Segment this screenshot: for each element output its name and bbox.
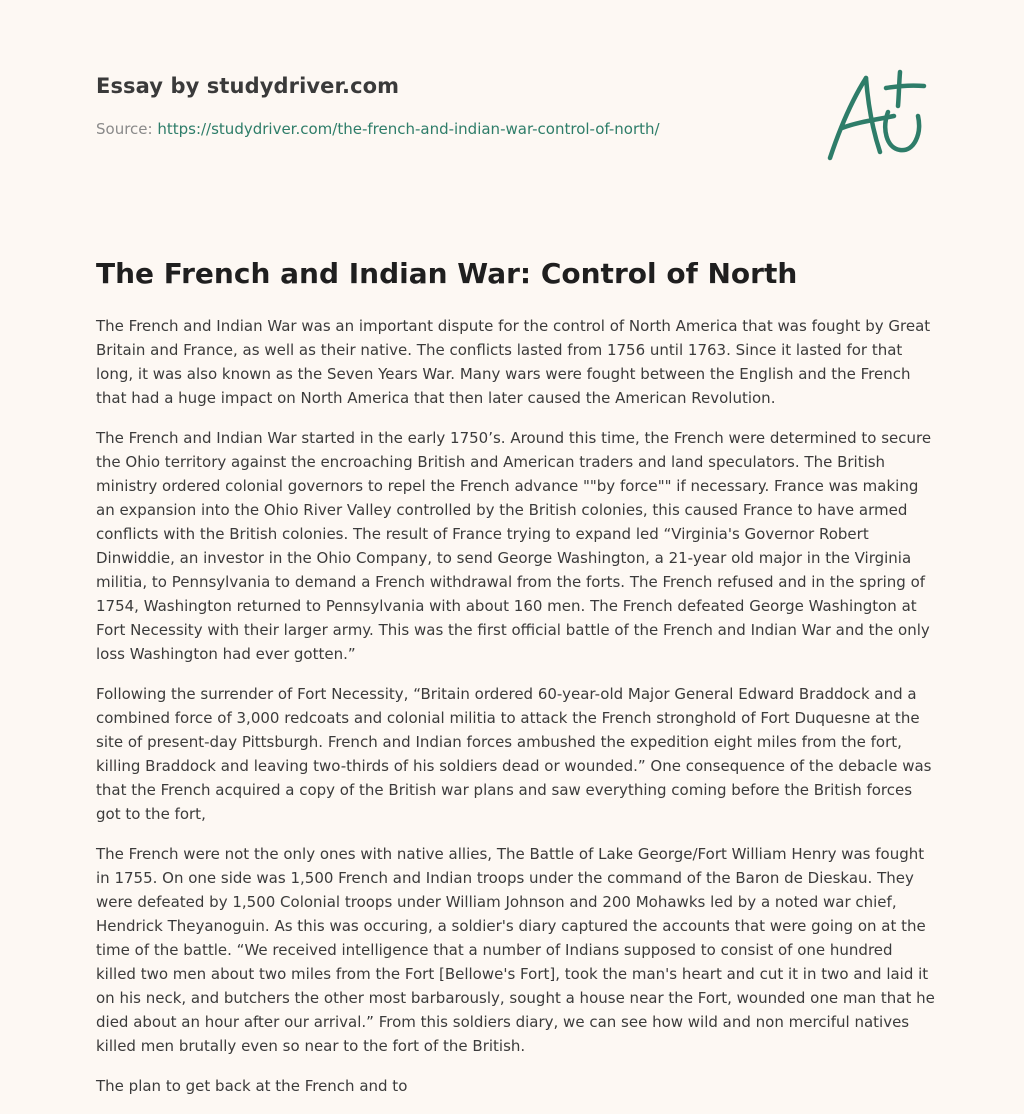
- essay-title: The French and Indian War: Control of North: [96, 257, 798, 290]
- site-brand: Essay by studydriver.com: [96, 74, 400, 98]
- a-plus-logo-icon: [822, 66, 932, 166]
- paragraph: The plan to get back at the French and to: [96, 1077, 408, 1095]
- paragraph: The French were not the only ones with native allies, The Battle of Lake George/Fort William Henry was fought in 1755. On one side was 1,500 French and Indian troops under the command of the Baron de Dieskau. They were defeated by 1,500 Colonial troops under William Johnson and 200 Mohawks led by a noted war chief, Hendrick Theyanoguin. As this was occuring, a soldier's diary captured the accounts that were going on at the time of the battle. “We received intelligence that a number of Indians supposed to consist of one hundred killed two men about two miles from the Fort [Bellowe's Fort], took the man's heart and cut it in two and laid it on his neck, and butchers the other most barbarously, sought a house near the Fort, wounded one man that he died about an hour after our arrival.” From this soldiers diary, we can see how wild and non merciful natives killed men brutally even so near to the fort of the British.: [96, 845, 935, 1055]
- essay-body: [96, 314, 936, 1114]
- source-line: [96, 120, 796, 138]
- paragraph: The French and Indian War was an important dispute for the control of North America that was fought by Great Britain and France, as well as their native. The conflicts lasted from 1756 until 1763. Since it lasted for that long, it was also known as the Seven Years War. Many wars were fought between the English and the French that had a huge impact on North America that then later caused the American Revolution.: [96, 317, 931, 407]
- source-label: Source:: [96, 120, 158, 138]
- paragraph: The French and Indian War started in the early 1750’s. Around this time, the French were determined to secure the Ohio territory against the encroaching British and American traders and land speculators. The British ministry ordered colonial governors to repel the French advance ""by force"" if necessary. France was making an expansion into the Ohio River Valley controlled by the British colonies, this caused France to have armed conflicts with the British colonies. The result of France trying to expand led “Virginia's Governor Robert Dinwiddie, an investor in the Ohio Company, to send George Washington, a 21-year old major in the Virginia militia, to Pennsylvania to demand a French withdrawal from the forts. The French refused and in the spring of 1754, Washington returned to Pennsylvania with about 160 men. The French defeated George Washington at Fort Necessity with their larger army. This was the first official battle of the French and Indian War and the only loss Washington had ever gotten.”: [96, 429, 932, 663]
- header: [96, 74, 796, 138]
- paragraph: Following the surrender of Fort Necessity, “Britain ordered 60-year-old Major General Edward Braddock and a combined force of 3,000 redcoats and colonial militia to attack the French stronghold of Fort Duquesne at the site of present-day Pittsburgh. French and Indian forces ambushed the expedition eight miles from the fort, killing Braddock and leaving two-thirds of his soldiers dead or wounded.” One consequence of the debacle was that the French acquired a copy of the British war plans and saw everything coming before the British forces got to the fort,: [96, 685, 932, 823]
- source-link[interactable]: https://studydriver.com/the-french-and-indian-war-control-of-north/: [157, 120, 660, 138]
